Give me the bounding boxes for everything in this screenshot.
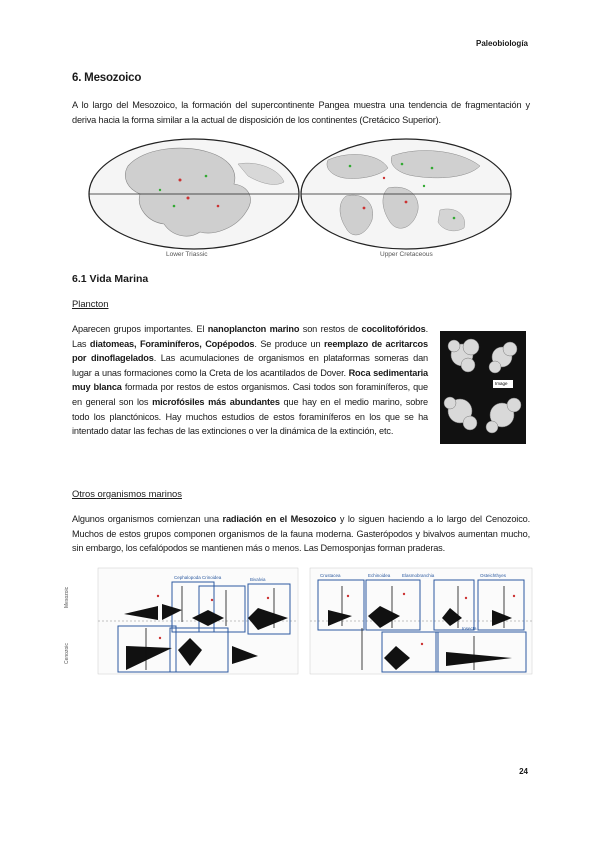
box-label: Bivalvia [250, 577, 266, 582]
box-label: Elasmobranchia [402, 573, 435, 578]
plancton-paragraph: Aparecen grupos importantes. El nanoplancton marino son restos de cocolitofóridos. Las diatomeas, Foraminíferos, Copépodos. Se produce un reemplazo de acritarcos por dinoflagelados. Las acumulaciones de organismos en plataformas someras dan lugar a unas formaciones como la Creta de los acantilados de Dover. Roca sedimentaria muy blanca formada por restos de estos organismos. Casi todos son foraminíferos, que en general son los microfósiles más abundantes que hay en el medio marino, sobre todo los planctónicos. Hay muchos estudios de estos foraminíferos en los que se ha intentado datar las fechas de las extinciones o ver la dinámica de la extinción, etc. [72, 324, 429, 437]
box-label: Crustacea [320, 573, 341, 578]
subsection-title: 6.1 Vida Marina [72, 273, 149, 285]
map-caption-left: Lower Triassic [166, 251, 208, 258]
upper-cretaceous-map [301, 139, 511, 249]
map-caption-right: Upper Cretaceous [380, 251, 433, 258]
section-title: 6. Mesozoico [72, 72, 142, 84]
paleogeographic-maps [88, 136, 512, 264]
box-label: Echinoidea [368, 573, 391, 578]
running-header: Paleobiología [475, 39, 528, 48]
diversity-diagram [62, 566, 534, 676]
photo-label: Image [495, 381, 508, 386]
box-label: Insecta [462, 626, 477, 631]
page-number: 24 [519, 767, 528, 776]
box-label: Crinoidea [202, 575, 222, 580]
row-label-mesozoic: Mesozoic [64, 586, 70, 608]
left-panel [98, 568, 298, 674]
box-label: Osteichthyes [480, 573, 507, 578]
lower-triassic-map [89, 139, 299, 249]
otros-paragraph: Algunos organismos comienzan una radiación en el Mesozoico y lo siguen haciendo a lo largo del Cenozoico. Muchos de estos grupos componen organismos de la fauna moderna. Gasterópodos y bivalvos aumentan mucho, sin embargo, los cefalópodos se mantienen más o menos. Las Demosponjas forman praderas. [72, 514, 530, 554]
otros-heading: Otros organismos marinos [72, 488, 182, 499]
box-label: Cephalopoda [174, 575, 201, 580]
foraminifera-photo [440, 331, 526, 444]
right-panel [310, 568, 532, 674]
plancton-heading: Plancton [72, 298, 109, 309]
intro-paragraph: A lo largo del Mesozoico, la formación del supercontinente Pangea muestra una tendencia de fragmentación y deriva hacia la forma similar a la actual de disposición de los continentes (Cretácico Superior). [72, 100, 530, 125]
row-label-cenozoic: Cenozoic [64, 643, 70, 664]
